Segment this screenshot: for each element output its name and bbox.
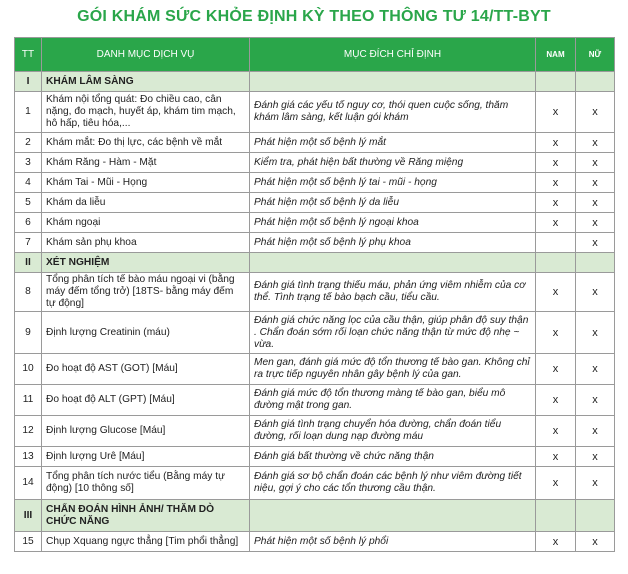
female-mark: x bbox=[576, 193, 615, 213]
male-mark: x bbox=[536, 213, 576, 233]
table-row bbox=[15, 133, 615, 153]
section-title: XÉT NGHIỆM bbox=[42, 253, 250, 273]
row-number: 2 bbox=[15, 133, 42, 153]
table-row bbox=[15, 447, 615, 467]
row-number: 1 bbox=[15, 92, 42, 133]
female-mark: x bbox=[576, 354, 615, 385]
table-row bbox=[15, 193, 615, 213]
service-name: Định lượng Creatinin (máu) bbox=[42, 312, 250, 354]
row-number: 8 bbox=[15, 273, 42, 312]
section-purpose-cell bbox=[250, 253, 536, 273]
service-name: Đo hoạt độ AST (GOT) [Máu] bbox=[42, 354, 250, 385]
female-mark: x bbox=[576, 312, 615, 354]
service-name: Chụp Xquang ngực thẳng [Tim phổi thẳng] bbox=[42, 532, 250, 552]
section-row bbox=[15, 72, 615, 92]
male-mark: x bbox=[536, 133, 576, 153]
service-purpose: Phát hiện một số bệnh lý mắt bbox=[250, 133, 536, 153]
section-male-cell bbox=[536, 500, 576, 532]
male-mark: x bbox=[536, 385, 576, 416]
row-number: 5 bbox=[15, 193, 42, 213]
row-number: 4 bbox=[15, 173, 42, 193]
row-number: 11 bbox=[15, 385, 42, 416]
section-male-cell bbox=[536, 253, 576, 273]
service-purpose: Kiểm tra, phát hiện bất thường về Răng miệng bbox=[250, 153, 536, 173]
service-purpose: Đánh giá tình trạng thiếu máu, phản ứng viêm nhiễm của cơ thể. Tình trạng tế bào bạch cầu, tiểu cầu. bbox=[250, 273, 536, 312]
service-name: Khám nội tổng quát: Đo chiều cao, cân nặng, đo mạch, huyết áp, khám tim mạch, hô hấp, tiêu hóa,... bbox=[42, 92, 250, 133]
female-mark: x bbox=[576, 447, 615, 467]
header-row bbox=[15, 38, 615, 72]
service-purpose: Đánh giá chức năng lọc của cầu thận, giúp phân độ suy thận . Chẩn đoán sớm rối loạn chức năng thận từ mức độ nhẹ ~ vừa. bbox=[250, 312, 536, 354]
section-purpose-cell bbox=[250, 72, 536, 92]
service-name: Khám Răng - Hàm - Mặt bbox=[42, 153, 250, 173]
header-male: NAM bbox=[536, 38, 576, 72]
service-name: Tổng phân tích tế bào máu ngoại vi (bằng máy đếm tổng trở) [18TS- bằng máy đếm tự động] bbox=[42, 273, 250, 312]
section-number: I bbox=[15, 72, 42, 92]
service-purpose: Đánh giá bất thường về chức năng thận bbox=[250, 447, 536, 467]
male-mark bbox=[536, 233, 576, 253]
page-title: GÓI KHÁM SỨC KHỎE ĐỊNH KỲ THEO THÔNG TƯ 14/TT-BYT bbox=[77, 8, 551, 25]
table-row bbox=[15, 354, 615, 385]
table-row bbox=[15, 532, 615, 552]
section-number: III bbox=[15, 500, 42, 532]
service-purpose: Men gan, đánh giá mức độ tổn thương tế bào gan. Không chỉ ra trực tiếp nguyên nhân gây bệnh lý của gan. bbox=[250, 354, 536, 385]
male-mark: x bbox=[536, 273, 576, 312]
male-mark: x bbox=[536, 193, 576, 213]
female-mark: x bbox=[576, 153, 615, 173]
table-row bbox=[15, 416, 615, 447]
service-purpose: Phát hiện một số bệnh lý phổi bbox=[250, 532, 536, 552]
table-row bbox=[15, 467, 615, 500]
table-row bbox=[15, 233, 615, 253]
table-row bbox=[15, 385, 615, 416]
section-row bbox=[15, 253, 615, 273]
male-mark: x bbox=[536, 173, 576, 193]
male-mark: x bbox=[536, 312, 576, 354]
service-purpose: Đánh giá sơ bộ chẩn đoán các bệnh lý như viêm đường tiết niệu, gợi ý cho các tổn thương cầu thận. bbox=[250, 467, 536, 500]
service-name: Khám mắt: Đo thị lực, các bệnh về mắt bbox=[42, 133, 250, 153]
table-row bbox=[15, 153, 615, 173]
male-mark: x bbox=[536, 354, 576, 385]
section-female-cell bbox=[576, 500, 615, 532]
service-purpose: Đánh giá mức độ tổn thương màng tế bào gan, biểu mô đường mật trong gan. bbox=[250, 385, 536, 416]
female-mark: x bbox=[576, 416, 615, 447]
row-number: 14 bbox=[15, 467, 42, 500]
female-mark: x bbox=[576, 532, 615, 552]
female-mark: x bbox=[576, 92, 615, 133]
section-row bbox=[15, 500, 615, 532]
row-number: 3 bbox=[15, 153, 42, 173]
section-title: KHÁM LÂM SÀNG bbox=[42, 72, 250, 92]
service-purpose: Đánh giá các yếu tố nguy cơ, thói quen cuộc sống, thăm khám lâm sàng, kết luận gói khám bbox=[250, 92, 536, 133]
male-mark: x bbox=[536, 416, 576, 447]
table-row bbox=[15, 213, 615, 233]
section-title: CHẨN ĐOÁN HÌNH ẢNH/ THĂM DÒ CHỨC NĂNG bbox=[42, 500, 250, 532]
service-name: Khám sản phụ khoa bbox=[42, 233, 250, 253]
male-mark: x bbox=[536, 92, 576, 133]
service-name: Định lượng Glucose [Máu] bbox=[42, 416, 250, 447]
table-row bbox=[15, 312, 615, 354]
header-purpose: MỤC ĐÍCH CHỈ ĐỊNH bbox=[250, 38, 536, 72]
section-number: II bbox=[15, 253, 42, 273]
section-purpose-cell bbox=[250, 500, 536, 532]
service-purpose: Phát hiện một số bệnh lý da liễu bbox=[250, 193, 536, 213]
male-mark: x bbox=[536, 153, 576, 173]
table-row bbox=[15, 92, 615, 133]
service-purpose: Phát hiện một số bệnh lý tai - mũi - họng bbox=[250, 173, 536, 193]
row-number: 7 bbox=[15, 233, 42, 253]
row-number: 10 bbox=[15, 354, 42, 385]
section-female-cell bbox=[576, 253, 615, 273]
row-number: 6 bbox=[15, 213, 42, 233]
row-number: 13 bbox=[15, 447, 42, 467]
service-table bbox=[14, 37, 615, 552]
service-purpose: Đánh giá tình trạng chuyển hóa đường, chẩn đoán tiểu đường, rối loạn dung nạp đường máu bbox=[250, 416, 536, 447]
service-name: Tổng phân tích nước tiểu (Bằng máy tự động) [10 thông số] bbox=[42, 467, 250, 500]
service-name: Khám Tai - Mũi - Họng bbox=[42, 173, 250, 193]
female-mark: x bbox=[576, 385, 615, 416]
female-mark: x bbox=[576, 213, 615, 233]
header-tt: TT bbox=[15, 38, 42, 72]
section-female-cell bbox=[576, 72, 615, 92]
service-purpose: Phát hiện một số bệnh lý phụ khoa bbox=[250, 233, 536, 253]
female-mark: x bbox=[576, 133, 615, 153]
service-name: Khám da liễu bbox=[42, 193, 250, 213]
female-mark: x bbox=[576, 467, 615, 500]
female-mark: x bbox=[576, 173, 615, 193]
row-number: 15 bbox=[15, 532, 42, 552]
male-mark: x bbox=[536, 467, 576, 500]
male-mark: x bbox=[536, 447, 576, 467]
male-mark: x bbox=[536, 532, 576, 552]
service-name: Định lượng Urê [Máu] bbox=[42, 447, 250, 467]
service-purpose: Phát hiện một số bệnh lý ngoại khoa bbox=[250, 213, 536, 233]
row-number: 9 bbox=[15, 312, 42, 354]
row-number: 12 bbox=[15, 416, 42, 447]
female-mark: x bbox=[576, 273, 615, 312]
table-row bbox=[15, 273, 615, 312]
header-female: NỮ bbox=[576, 38, 615, 72]
service-name: Khám ngoại bbox=[42, 213, 250, 233]
section-male-cell bbox=[536, 72, 576, 92]
table-row bbox=[15, 173, 615, 193]
header-service: DANH MỤC DỊCH VỤ bbox=[42, 38, 250, 72]
service-name: Đo hoạt độ ALT (GPT) [Máu] bbox=[42, 385, 250, 416]
female-mark: x bbox=[576, 233, 615, 253]
